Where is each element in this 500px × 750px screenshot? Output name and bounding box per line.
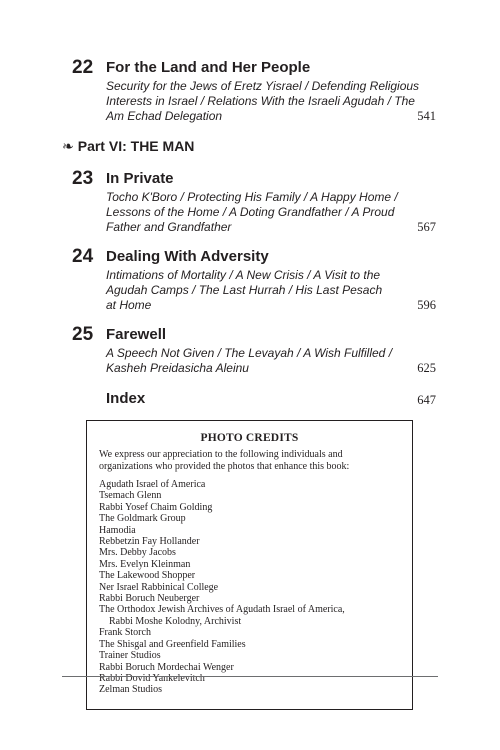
photo-credits-intro-line: We express our appreciation to the following individuals and <box>99 449 343 460</box>
list-item: Rabbi Dovid Yankelevitch <box>99 672 205 684</box>
chapter-number: 22 <box>72 57 94 78</box>
chapter-description-line: Security for the Jews of Eretz Yisrael / Defending Religious <box>106 79 420 93</box>
chapter-number: 25 <box>72 324 94 345</box>
chapter-description-line: Interests in Israel / Relations With the Israeli Agudah / The <box>106 94 415 108</box>
part-label: Part VI: THE MAN <box>77 138 195 154</box>
chapter-description-line: Agudah Camps / The Last Hurrah / His Last Pesach <box>106 283 383 297</box>
list-item: Rabbi Yosef Chaim Golding <box>99 501 213 513</box>
chapter-page-number: 567 <box>417 220 436 234</box>
chapter-description <box>106 268 424 313</box>
part-heading <box>62 137 194 155</box>
chapter-title: Farewell <box>106 326 167 343</box>
list-item <box>99 604 404 627</box>
chapter-description <box>106 190 424 235</box>
chapter-page-number: 541 <box>417 109 436 123</box>
list-item: Trainer Studios <box>99 650 161 662</box>
list-item: Tsemach Glenn <box>99 490 162 502</box>
index-title: Index <box>106 390 146 407</box>
chapter-description-line: Tocho K'Boro / Protecting His Family / A Happy Home / <box>106 190 398 204</box>
photo-credits-title: PHOTO CREDITS <box>200 432 299 444</box>
chapter-number: 23 <box>72 168 94 189</box>
list-item: Rabbi Boruch Mordechai Wenger <box>99 661 234 673</box>
fleuron-ornament-icon: ❧ <box>62 138 74 154</box>
list-item: Frank Storch <box>99 627 151 639</box>
list-item-text: The Orthodox Jewish Archives of Agudath Israel of America, <box>99 604 345 616</box>
list-item: The Shisgal and Greenfield Families <box>99 638 246 650</box>
photo-credits-box <box>86 420 413 710</box>
chapter-page-number: 625 <box>417 361 436 375</box>
chapter-description <box>106 346 424 376</box>
list-item: The Goldmark Group <box>99 513 186 525</box>
chapter-title: Dealing With Adversity <box>106 248 269 265</box>
page-footer-rule <box>62 676 438 677</box>
photo-credits-list <box>99 479 404 696</box>
photo-credits-intro-line: organizations who provided the photos that enhance this book: <box>99 461 350 472</box>
list-item: Mrs. Evelyn Kleinman <box>99 558 191 570</box>
chapter-title: For the Land and Her People <box>106 59 311 76</box>
list-item-continuation: Rabbi Moshe Kolodny, Archivist <box>109 615 242 627</box>
chapter-page-number: 596 <box>417 298 436 312</box>
chapter-description-line: Am Echad Delegation <box>106 109 223 123</box>
list-item: The Lakewood Shopper <box>99 570 196 582</box>
chapter-description-line: Kasheh Preidasicha Aleinu <box>106 361 249 375</box>
chapter-description-line: Intimations of Mortality / A New Crisis / A Visit to the <box>106 268 381 282</box>
chapter-description-line: at Home <box>106 298 152 312</box>
chapter-description <box>106 79 424 124</box>
chapter-description-line: Father and Grandfather <box>106 220 232 234</box>
list-item: Hamodia <box>99 524 136 536</box>
list-item: Zelman Studios <box>99 684 163 696</box>
chapter-description-line: Lessons of the Home / A Doting Grandfather / A Proud <box>106 205 395 219</box>
list-item: Mrs. Debby Jacobs <box>99 547 176 559</box>
chapter-title: In Private <box>106 170 174 187</box>
photo-credits-intro <box>99 449 404 473</box>
list-item: Rabbi Boruch Neuberger <box>99 593 200 605</box>
chapter-description-line: A Speech Not Given / The Levayah / A Wish Fulfilled / <box>106 346 393 360</box>
list-item: Ner Israel Rabbinical College <box>99 581 219 593</box>
chapter-number: 24 <box>72 246 94 267</box>
list-item: Agudath Israel of America <box>99 479 206 490</box>
index-page-number: 647 <box>417 393 436 407</box>
list-item: Rebbetzin Fay Hollander <box>99 536 200 548</box>
